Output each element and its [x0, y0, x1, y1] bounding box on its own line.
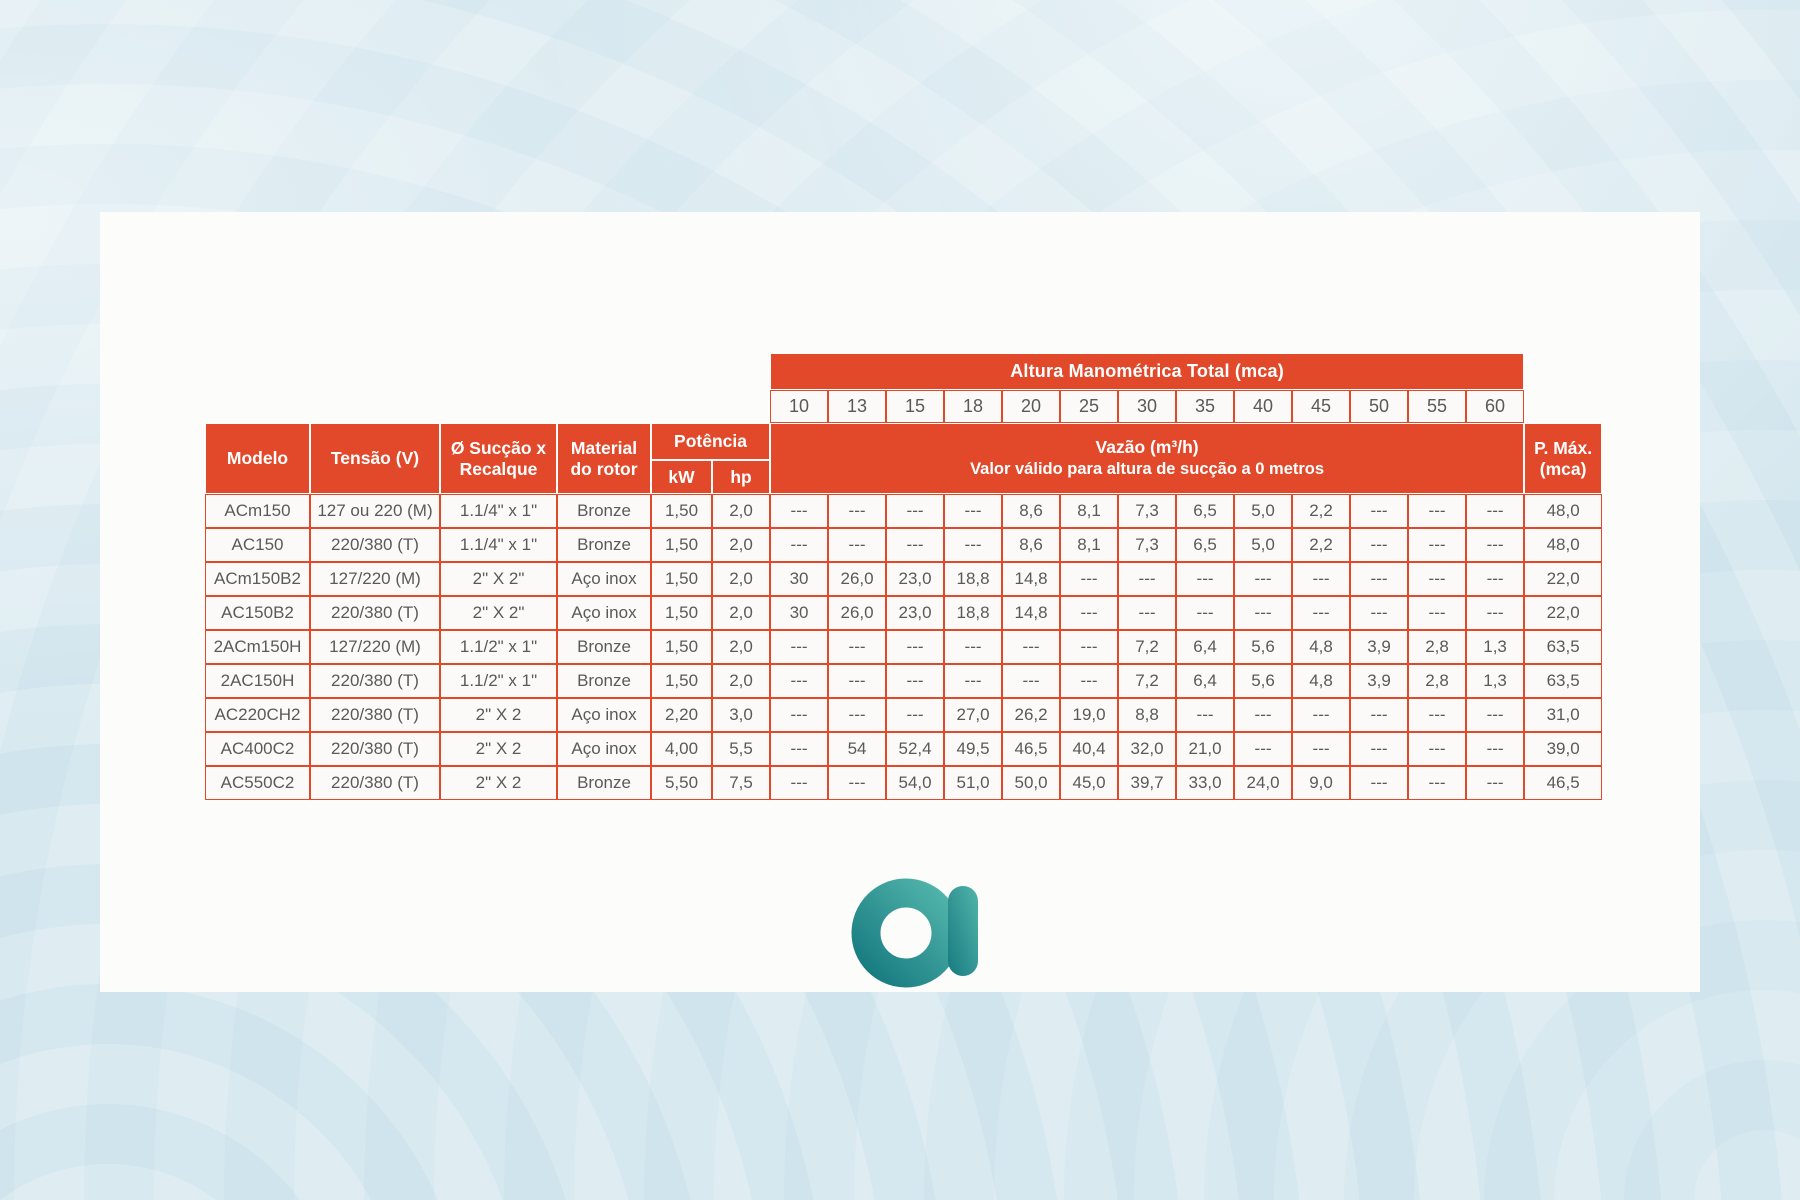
cell-vazao-35: --- — [1176, 596, 1234, 630]
cell-pmax: 48,0 — [1524, 494, 1602, 528]
cell-vazao-13: 26,0 — [828, 596, 886, 630]
cell-vazao-10: --- — [770, 732, 828, 766]
cell-pmax: 48,0 — [1524, 528, 1602, 562]
cell-pmax: 31,0 — [1524, 698, 1602, 732]
altura-value-cell: 10 — [770, 390, 828, 423]
cell-hp: 5,5 — [712, 732, 770, 766]
cell-hp: 2,0 — [712, 494, 770, 528]
cell-hp: 2,0 — [712, 528, 770, 562]
cell-vazao-15: --- — [886, 494, 944, 528]
pump-spec-table — [205, 353, 1602, 800]
header-vazao-line1: Vazão (m³/h) — [1095, 437, 1199, 458]
cell-hp: 2,0 — [712, 596, 770, 630]
cell-succao: 1.1/2" x 1" — [440, 630, 557, 664]
table-row — [205, 494, 1602, 528]
cell-vazao-30: 7,2 — [1118, 664, 1176, 698]
cell-vazao-55: --- — [1408, 596, 1466, 630]
cell-vazao-40: --- — [1234, 698, 1292, 732]
cell-kw: 1,50 — [651, 630, 712, 664]
cell-pmax: 63,5 — [1524, 630, 1602, 664]
header-vazao-line2: Valor válido para altura de sucção a 0 metros — [970, 460, 1325, 479]
cell-hp: 2,0 — [712, 562, 770, 596]
cell-modelo: 2AC150H — [205, 664, 310, 698]
cell-vazao-50: --- — [1350, 698, 1408, 732]
table-row — [205, 630, 1602, 664]
cell-vazao-60: 1,3 — [1466, 630, 1524, 664]
header-pmax — [1524, 423, 1602, 494]
cell-vazao-25: --- — [1060, 664, 1118, 698]
cell-vazao-13: --- — [828, 494, 886, 528]
cell-vazao-13: --- — [828, 664, 886, 698]
cell-vazao-18: --- — [944, 630, 1002, 664]
cell-kw: 1,50 — [651, 562, 712, 596]
cell-tensao: 127/220 (M) — [310, 630, 440, 664]
altura-value-cell: 40 — [1234, 390, 1292, 423]
cell-modelo: 2ACm150H — [205, 630, 310, 664]
cell-vazao-55: --- — [1408, 732, 1466, 766]
cell-vazao-15: 54,0 — [886, 766, 944, 800]
cell-vazao-30: 32,0 — [1118, 732, 1176, 766]
cell-vazao-18: --- — [944, 494, 1002, 528]
table-body — [205, 494, 1602, 800]
altura-values-row — [205, 390, 1602, 423]
cell-vazao-40: --- — [1234, 562, 1292, 596]
cell-succao: 2" X 2 — [440, 732, 557, 766]
cell-vazao-35: 33,0 — [1176, 766, 1234, 800]
table-row — [205, 732, 1602, 766]
cell-tensao: 220/380 (T) — [310, 698, 440, 732]
brand-logo — [848, 872, 998, 990]
cell-vazao-10: 30 — [770, 562, 828, 596]
cell-modelo: AC550C2 — [205, 766, 310, 800]
altura-value-cell: 35 — [1176, 390, 1234, 423]
altura-value-cell: 50 — [1350, 390, 1408, 423]
cell-vazao-55: --- — [1408, 698, 1466, 732]
cell-vazao-45: 9,0 — [1292, 766, 1350, 800]
cell-kw: 1,50 — [651, 664, 712, 698]
cell-vazao-50: 3,9 — [1350, 630, 1408, 664]
cell-material: Aço inox — [557, 596, 651, 630]
table-row — [205, 562, 1602, 596]
cell-vazao-20: --- — [1002, 630, 1060, 664]
cell-vazao-35: 6,4 — [1176, 630, 1234, 664]
cell-vazao-40: 5,0 — [1234, 494, 1292, 528]
cell-vazao-40: 5,6 — [1234, 664, 1292, 698]
cell-vazao-55: --- — [1408, 494, 1466, 528]
cell-vazao-20: 14,8 — [1002, 596, 1060, 630]
header-succao-line2: Recalque — [459, 458, 538, 479]
cell-tensao: 220/380 (T) — [310, 664, 440, 698]
spacer — [205, 353, 770, 390]
cell-vazao-25: 19,0 — [1060, 698, 1118, 732]
cell-vazao-20: --- — [1002, 664, 1060, 698]
cell-vazao-25: --- — [1060, 562, 1118, 596]
header-pmax-line1: P. Máx. — [1534, 437, 1593, 458]
cell-vazao-10: --- — [770, 528, 828, 562]
cell-modelo: AC150 — [205, 528, 310, 562]
cell-vazao-18: 18,8 — [944, 596, 1002, 630]
cell-vazao-13: --- — [828, 766, 886, 800]
cell-vazao-60: --- — [1466, 596, 1524, 630]
cell-vazao-45: 2,2 — [1292, 494, 1350, 528]
cell-kw: 2,20 — [651, 698, 712, 732]
cell-hp: 3,0 — [712, 698, 770, 732]
cell-vazao-30: 7,3 — [1118, 528, 1176, 562]
cell-vazao-30: 7,3 — [1118, 494, 1176, 528]
cell-hp: 7,5 — [712, 766, 770, 800]
cell-modelo: AC150B2 — [205, 596, 310, 630]
cell-vazao-35: 21,0 — [1176, 732, 1234, 766]
cell-vazao-10: --- — [770, 630, 828, 664]
cell-material: Bronze — [557, 630, 651, 664]
cell-vazao-35: 6,4 — [1176, 664, 1234, 698]
cell-material: Bronze — [557, 494, 651, 528]
header-potencia: Potência — [651, 423, 770, 460]
header-succao-recalque — [440, 423, 557, 494]
cell-vazao-13: 26,0 — [828, 562, 886, 596]
cell-vazao-10: --- — [770, 664, 828, 698]
cell-vazao-30: --- — [1118, 562, 1176, 596]
altura-band-row — [205, 353, 1602, 390]
cell-vazao-40: --- — [1234, 596, 1292, 630]
cell-pmax: 22,0 — [1524, 562, 1602, 596]
cell-vazao-45: 2,2 — [1292, 528, 1350, 562]
cell-vazao-30: 7,2 — [1118, 630, 1176, 664]
cell-tensao: 220/380 (T) — [310, 596, 440, 630]
cell-vazao-30: 8,8 — [1118, 698, 1176, 732]
cell-pmax: 39,0 — [1524, 732, 1602, 766]
cell-vazao-10: --- — [770, 698, 828, 732]
cell-vazao-25: --- — [1060, 596, 1118, 630]
cell-succao: 2" X 2 — [440, 766, 557, 800]
table-row — [205, 528, 1602, 562]
cell-vazao-15: 23,0 — [886, 596, 944, 630]
cell-vazao-35: --- — [1176, 562, 1234, 596]
cell-tensao: 220/380 (T) — [310, 766, 440, 800]
brand-logo-a-icon — [848, 872, 998, 990]
altura-value-cell: 25 — [1060, 390, 1118, 423]
cell-vazao-13: --- — [828, 528, 886, 562]
cell-pmax: 22,0 — [1524, 596, 1602, 630]
cell-vazao-18: 18,8 — [944, 562, 1002, 596]
cell-modelo: ACm150 — [205, 494, 310, 528]
cell-vazao-30: --- — [1118, 596, 1176, 630]
cell-material: Bronze — [557, 664, 651, 698]
spacer — [1524, 353, 1602, 390]
cell-succao: 1.1/2" x 1" — [440, 664, 557, 698]
cell-vazao-13: 54 — [828, 732, 886, 766]
header-material-line2: do rotor — [570, 458, 638, 479]
cell-succao: 2" X 2" — [440, 562, 557, 596]
table-row — [205, 596, 1602, 630]
cell-vazao-60: --- — [1466, 698, 1524, 732]
cell-modelo: AC400C2 — [205, 732, 310, 766]
cell-vazao-50: 3,9 — [1350, 664, 1408, 698]
cell-vazao-15: --- — [886, 664, 944, 698]
cell-material: Bronze — [557, 766, 651, 800]
cell-vazao-18: --- — [944, 528, 1002, 562]
header-pmax-line2: (mca) — [1539, 458, 1587, 479]
cell-vazao-35: 6,5 — [1176, 494, 1234, 528]
cell-vazao-50: --- — [1350, 596, 1408, 630]
cell-vazao-55: 2,8 — [1408, 630, 1466, 664]
table-row — [205, 766, 1602, 800]
cell-vazao-20: 50,0 — [1002, 766, 1060, 800]
cell-vazao-15: --- — [886, 528, 944, 562]
cell-kw: 5,50 — [651, 766, 712, 800]
cell-vazao-15: 23,0 — [886, 562, 944, 596]
altura-value-cell: 18 — [944, 390, 1002, 423]
spacer — [205, 390, 770, 423]
cell-vazao-10: 30 — [770, 596, 828, 630]
cell-vazao-40: 5,0 — [1234, 528, 1292, 562]
cell-vazao-60: --- — [1466, 766, 1524, 800]
cell-vazao-50: --- — [1350, 494, 1408, 528]
cell-vazao-18: 51,0 — [944, 766, 1002, 800]
cell-vazao-25: 40,4 — [1060, 732, 1118, 766]
altura-value-cell: 45 — [1292, 390, 1350, 423]
cell-vazao-35: --- — [1176, 698, 1234, 732]
cell-vazao-18: 27,0 — [944, 698, 1002, 732]
cell-hp: 2,0 — [712, 630, 770, 664]
altura-value-cell: 13 — [828, 390, 886, 423]
cell-vazao-25: 45,0 — [1060, 766, 1118, 800]
altura-value-cell: 15 — [886, 390, 944, 423]
cell-vazao-20: 26,2 — [1002, 698, 1060, 732]
cell-vazao-50: --- — [1350, 562, 1408, 596]
cell-succao: 1.1/4" x 1" — [440, 494, 557, 528]
cell-tensao: 220/380 (T) — [310, 732, 440, 766]
cell-vazao-55: --- — [1408, 562, 1466, 596]
table-row — [205, 698, 1602, 732]
cell-tensao: 220/380 (T) — [310, 528, 440, 562]
cell-vazao-20: 8,6 — [1002, 528, 1060, 562]
cell-kw: 1,50 — [651, 596, 712, 630]
header-modelo: Modelo — [205, 423, 310, 494]
cell-vazao-45: 4,8 — [1292, 630, 1350, 664]
cell-succao: 2" X 2" — [440, 596, 557, 630]
cell-vazao-55: 2,8 — [1408, 664, 1466, 698]
header-material-line1: Material — [570, 437, 638, 458]
header-kw: kW — [651, 460, 712, 494]
header-material-rotor — [557, 423, 651, 494]
altura-header: Altura Manométrica Total (mca) — [770, 353, 1524, 390]
cell-hp: 2,0 — [712, 664, 770, 698]
cell-vazao-10: --- — [770, 766, 828, 800]
header-hp: hp — [712, 460, 770, 494]
cell-pmax: 46,5 — [1524, 766, 1602, 800]
altura-value-cell: 60 — [1466, 390, 1524, 423]
cell-vazao-30: 39,7 — [1118, 766, 1176, 800]
cell-vazao-50: --- — [1350, 528, 1408, 562]
cell-vazao-60: 1,3 — [1466, 664, 1524, 698]
cell-vazao-20: 14,8 — [1002, 562, 1060, 596]
cell-vazao-45: --- — [1292, 562, 1350, 596]
column-header-row — [205, 423, 1602, 460]
cell-material: Aço inox — [557, 698, 651, 732]
cell-succao: 2" X 2 — [440, 698, 557, 732]
cell-tensao: 127 ou 220 (M) — [310, 494, 440, 528]
cell-material: Aço inox — [557, 732, 651, 766]
cell-vazao-50: --- — [1350, 732, 1408, 766]
cell-kw: 4,00 — [651, 732, 712, 766]
header-tensao: Tensão (V) — [310, 423, 440, 494]
cell-vazao-35: 6,5 — [1176, 528, 1234, 562]
altura-value-cell: 30 — [1118, 390, 1176, 423]
cell-modelo: AC220CH2 — [205, 698, 310, 732]
cell-vazao-55: --- — [1408, 766, 1466, 800]
cell-vazao-40: 24,0 — [1234, 766, 1292, 800]
cell-tensao: 127/220 (M) — [310, 562, 440, 596]
cell-vazao-55: --- — [1408, 528, 1466, 562]
cell-vazao-15: 52,4 — [886, 732, 944, 766]
cell-vazao-60: --- — [1466, 528, 1524, 562]
cell-vazao-40: --- — [1234, 732, 1292, 766]
cell-vazao-15: --- — [886, 630, 944, 664]
cell-material: Bronze — [557, 528, 651, 562]
cell-succao: 1.1/4" x 1" — [440, 528, 557, 562]
header-succao-line1: Ø Sucção x — [450, 437, 547, 458]
cell-pmax: 63,5 — [1524, 664, 1602, 698]
cell-vazao-20: 46,5 — [1002, 732, 1060, 766]
cell-vazao-45: --- — [1292, 596, 1350, 630]
cell-vazao-15: --- — [886, 698, 944, 732]
header-vazao — [770, 423, 1524, 494]
cell-vazao-25: 8,1 — [1060, 528, 1118, 562]
cell-vazao-13: --- — [828, 630, 886, 664]
table-row — [205, 664, 1602, 698]
cell-vazao-10: --- — [770, 494, 828, 528]
cell-vazao-40: 5,6 — [1234, 630, 1292, 664]
cell-kw: 1,50 — [651, 494, 712, 528]
spacer — [1524, 390, 1602, 423]
cell-vazao-20: 8,6 — [1002, 494, 1060, 528]
cell-vazao-25: --- — [1060, 630, 1118, 664]
cell-vazao-60: --- — [1466, 732, 1524, 766]
cell-vazao-60: --- — [1466, 562, 1524, 596]
cell-vazao-13: --- — [828, 698, 886, 732]
cell-vazao-60: --- — [1466, 494, 1524, 528]
cell-vazao-50: --- — [1350, 766, 1408, 800]
cell-vazao-45: --- — [1292, 698, 1350, 732]
altura-value-cell: 55 — [1408, 390, 1466, 423]
cell-vazao-18: 49,5 — [944, 732, 1002, 766]
content-panel — [100, 212, 1700, 992]
cell-vazao-45: --- — [1292, 732, 1350, 766]
cell-vazao-25: 8,1 — [1060, 494, 1118, 528]
cell-vazao-18: --- — [944, 664, 1002, 698]
cell-modelo: ACm150B2 — [205, 562, 310, 596]
cell-material: Aço inox — [557, 562, 651, 596]
altura-value-cell: 20 — [1002, 390, 1060, 423]
cell-vazao-45: 4,8 — [1292, 664, 1350, 698]
cell-kw: 1,50 — [651, 528, 712, 562]
